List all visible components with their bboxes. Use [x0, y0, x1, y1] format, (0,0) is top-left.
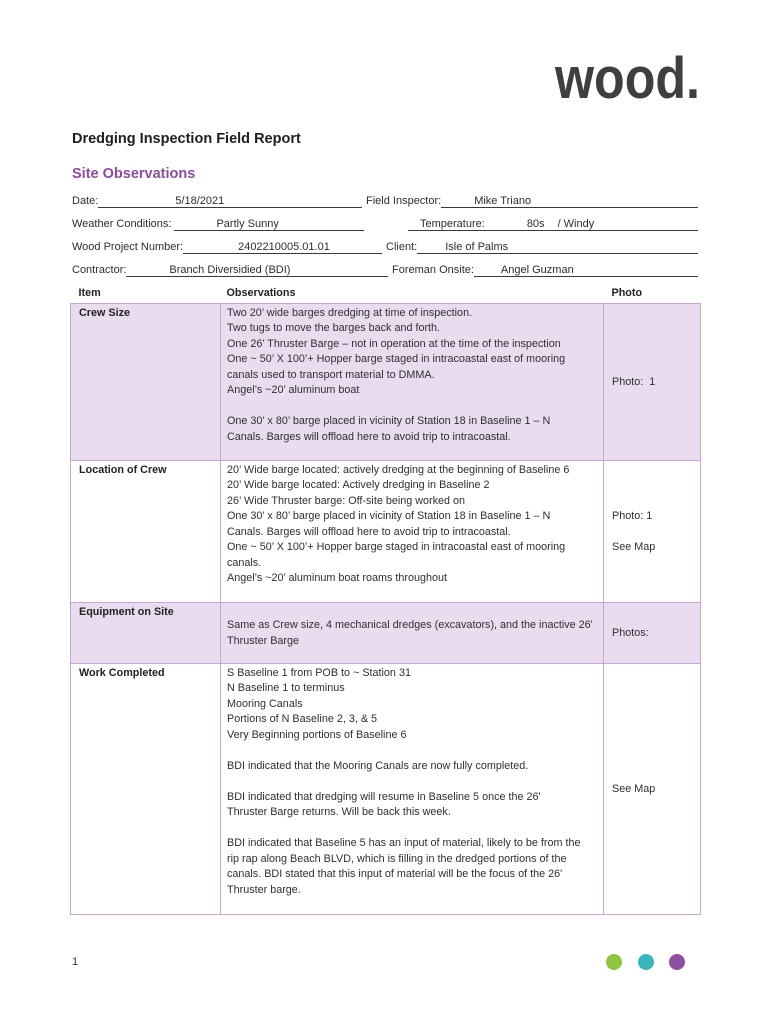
table-row-location-of-crew [71, 460, 701, 602]
observation-line: One 26’ Thruster Barge – not in operation at the time of the inspection [227, 337, 561, 350]
contractor-field [72, 263, 388, 277]
contractor-value-line [126, 264, 388, 277]
observation-line: Mooring Canals [227, 697, 303, 710]
row-photo-cell [604, 460, 701, 602]
header-item: Item [78, 287, 101, 300]
client-value: Isle of Palms [445, 241, 509, 253]
foreman-value-line [474, 264, 698, 277]
wood-logo [553, 46, 703, 111]
row-photo-cell [604, 602, 701, 663]
observation-line: Very Beginning portions of Baseline 6 [227, 728, 407, 741]
observation-paragraph [227, 414, 601, 445]
photo-paragraph [612, 782, 698, 798]
report-title: Dredging Inspection Field Report [72, 131, 301, 147]
wood-logo-text: wood. [554, 46, 700, 111]
row-item-label: Equipment on Site [79, 605, 174, 618]
observation-line: BDI indicated that dredging will resume in Baseline 5 once the 26' [227, 790, 541, 803]
project-number-value-line [183, 241, 382, 254]
contractor-foreman-row [0, 263, 770, 277]
row-item-cell [71, 663, 221, 914]
observation-line: Thruster Barge returns. Will be back this week. [227, 806, 451, 818]
weather-field [72, 217, 364, 231]
observation-paragraph [227, 759, 601, 775]
observation-line: canals. [227, 556, 262, 569]
weather-value: Partly Sunny [216, 218, 279, 230]
observation-line: Canals. Barges will offload here to avoid trip to intracoastal. [227, 430, 511, 443]
row-observations-cell [221, 602, 604, 663]
observation-paragraph [227, 463, 601, 587]
observation-line: Thruster barge. [227, 883, 301, 896]
observation-paragraph [227, 836, 601, 898]
date-value-line [98, 195, 362, 208]
observation-line: BDI indicated that the Mooring Canals are now fully completed. [227, 759, 529, 772]
photo-reference: Photos: [612, 626, 649, 639]
date-field [72, 194, 362, 208]
observation-paragraph [227, 306, 601, 399]
observations-table [70, 285, 701, 915]
table-header-row [71, 285, 701, 303]
photo-reference: See Map [612, 782, 656, 795]
observation-line: Angel’s ~20’ aluminum boat roams throughout [227, 572, 447, 584]
brand-dot-purple-icon [669, 954, 685, 970]
weather-label: Weather Conditions: [72, 218, 172, 230]
field-inspector-value: Mike Triano [474, 195, 532, 207]
temperature-value: 80s [526, 218, 545, 230]
observation-line: Canals. Barges will offload here to avoid trip to intracoastal. [227, 525, 511, 538]
client-value-line [417, 241, 698, 254]
observation-line: Angel’s ~20’ aluminum boat [227, 384, 360, 396]
wind-value: / Windy [557, 218, 595, 230]
table-row-equipment-on-site [71, 602, 701, 663]
temperature-value-line [408, 218, 698, 231]
row-observations-cell [221, 460, 604, 602]
page-number: 1 [72, 956, 79, 968]
temperature-field [408, 217, 698, 231]
date-value: 5/18/2021 [175, 195, 225, 207]
row-observations-cell [221, 663, 604, 914]
photo-paragraph [612, 375, 698, 391]
photo-reference: See Map [612, 540, 656, 553]
observation-line: canals. BDI stated that this input of material will be the focus of the 26' [227, 868, 563, 880]
photo-reference: Photo: 1 [612, 509, 653, 522]
weather-temperature-row [0, 217, 770, 231]
observation-paragraph [227, 790, 601, 821]
table-row-crew-size [71, 303, 701, 460]
row-item-cell [71, 303, 221, 460]
observation-line: N Baseline 1 to terminus [227, 682, 345, 694]
observation-line: rip rap along Beach BLVD, which is filling in the dredged portions of the [227, 852, 567, 865]
date-inspector-row [0, 194, 770, 208]
row-item-label: Location of Crew [79, 463, 167, 476]
observation-line: canals used to transport material to DMMA. [227, 368, 435, 381]
contractor-value: Branch Diversidied (BDI) [169, 264, 291, 276]
table-row-work-completed [71, 663, 701, 914]
foreman-field [392, 263, 698, 277]
foreman-value: Angel Guzman [500, 264, 574, 276]
project-number-field [72, 240, 382, 254]
field-inspector-value-line [441, 195, 698, 208]
photo-paragraph [612, 540, 698, 556]
observation-line: Thruster Barge [227, 634, 300, 647]
row-observations-cell [221, 303, 604, 460]
observation-paragraph [227, 666, 601, 744]
project-number-value: 2402210005.01.01 [238, 241, 330, 253]
observation-paragraph [227, 618, 601, 649]
row-item-label: Work Completed [79, 666, 165, 679]
row-item-cell [71, 460, 221, 602]
row-item-cell [71, 602, 221, 663]
photo-reference: Photo: 1 [612, 375, 656, 388]
observation-line: 26’ Wide Thruster barge: Off-site being worked on [227, 494, 466, 507]
brand-dot-green-icon [606, 954, 622, 970]
observation-line: One 30’ x 80’ barge placed in vicinity of Station 18 in Baseline 1 – N [227, 510, 551, 522]
field-inspector-label: Field Inspector: [366, 195, 442, 207]
date-label: Date: [72, 195, 99, 207]
row-photo-cell [604, 303, 701, 460]
client-field [386, 240, 698, 254]
observation-line: BDI indicated that Baseline 5 has an input of material, likely to be from the [227, 837, 581, 849]
observation-line: Two 20’ wide barges dredging at time of inspection. [227, 306, 473, 319]
header-observations: Observations [226, 287, 296, 300]
brand-dot-teal-icon [638, 954, 654, 970]
contractor-label: Contractor: [72, 264, 127, 276]
field-inspector-field [366, 194, 698, 208]
observation-line: Portions of N Baseline 2, 3, & 5 [227, 713, 378, 725]
observation-line: S Baseline 1 from POB to ~ Station 31 [227, 666, 411, 679]
project-client-row [0, 240, 770, 254]
observation-line: 20’ Wide barge located: actively dredging at the beginning of Baseline 6 [227, 463, 570, 476]
photo-paragraph [612, 626, 698, 642]
foreman-label: Foreman Onsite: [392, 264, 474, 276]
observation-line: One ~ 50’ X 100’+ Hopper barge staged in intracoastal east of mooring [227, 353, 566, 365]
observation-line: Same as Crew size, 4 mechanical dredges (excavators), and the inactive 26' [227, 619, 593, 631]
observation-line: One 30’ x 80’ barge placed in vicinity of Station 18 in Baseline 1 – N [227, 415, 551, 427]
client-label: Client: [386, 241, 418, 253]
header-photo: Photo [611, 287, 643, 300]
observation-line: Two tugs to move the barges back and forth. [227, 322, 441, 334]
section-heading: Site Observations [72, 166, 196, 182]
observation-line: 20’ Wide barge located: Actively dredging in Baseline 2 [227, 479, 490, 491]
row-photo-cell [604, 663, 701, 914]
weather-value-line [174, 218, 364, 231]
row-item-label: Crew Size [79, 306, 131, 319]
photo-paragraph [612, 509, 698, 525]
project-number-label: Wood Project Number: [72, 241, 184, 253]
observation-line: One ~ 50’ X 100’+ Hopper barge staged in intracoastal east of mooring [227, 541, 566, 553]
temperature-label: Temperature: [420, 218, 485, 230]
